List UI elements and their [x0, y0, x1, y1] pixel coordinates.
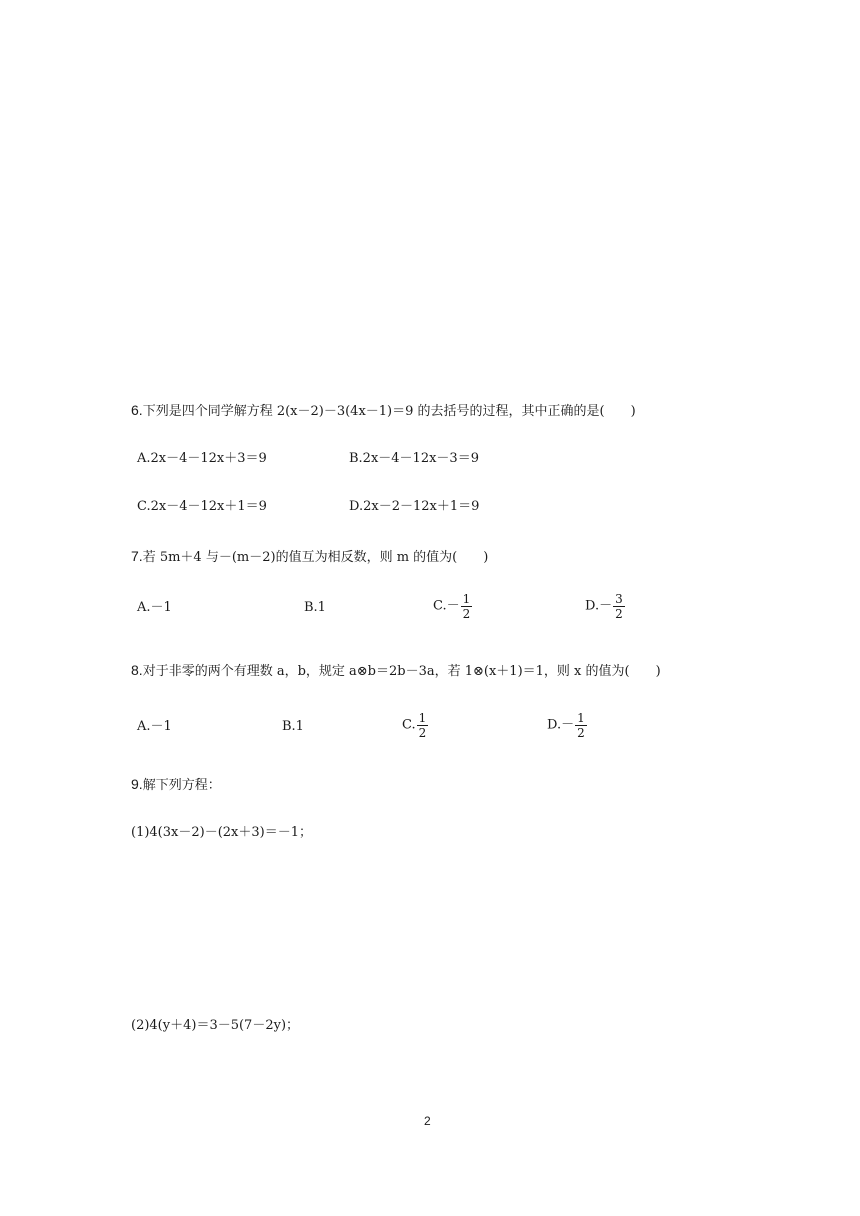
option-d-prefix: D.－ [585, 598, 613, 614]
question-8-option-b: B.1 [282, 719, 304, 734]
question-9 [131, 776, 221, 794]
question-6-option-b: B.2x－4－12x－3＝9 [349, 451, 479, 466]
fraction-denominator: 2 [462, 607, 471, 621]
fraction-numerator: 3 [615, 592, 623, 606]
question-6-option-c: C.2x－4－12x＋1＝9 [137, 499, 267, 514]
fraction-numerator: 1 [577, 711, 585, 725]
question-8-option-a: A.－1 [137, 719, 172, 734]
fraction-denominator: 2 [418, 726, 427, 740]
question-7-number: 7. [131, 548, 143, 564]
question-8-number: 8. [131, 662, 143, 678]
question-7-text: 若 5m＋4 与－(m－2)的值互为相反数，则 m 的值为( ) [142, 550, 489, 565]
option-d-prefix: D.－ [547, 717, 575, 733]
fraction [417, 711, 429, 740]
question-8-option-c [402, 711, 428, 740]
question-6-option-a: A.2x－4－12x＋3＝9 [137, 451, 267, 466]
fraction-numerator: 1 [418, 711, 427, 725]
question-7-option-a: A.－1 [137, 600, 172, 615]
question-9-part-2: (2)4(y＋4)＝3－5(7－2y)； [131, 1018, 300, 1033]
question-6 [131, 402, 636, 420]
question-9-text: 解下列方程： [142, 778, 221, 793]
fraction-denominator: 2 [615, 607, 623, 621]
question-9-number: 9. [131, 776, 143, 792]
question-7-option-b: B.1 [304, 600, 326, 615]
question-6-option-d: D.2x－2－12x＋1＝9 [349, 499, 480, 514]
question-8-text: 对于非零的两个有理数 a，b，规定 a⊗b＝2b－3a，若 1⊗(x＋1)＝1，则 x 的值为( ) [142, 664, 661, 679]
question-7-option-c [433, 592, 472, 621]
option-c-prefix: C. [402, 717, 416, 733]
page-number: 2 [424, 1114, 431, 1128]
fraction [575, 711, 587, 740]
fraction [461, 592, 473, 621]
question-8-option-d [547, 711, 587, 740]
question-9-part-1: (1)4(3x－2)－(2x＋3)＝－1； [131, 825, 312, 840]
option-c-prefix: C.－ [433, 598, 460, 614]
question-8 [131, 662, 661, 680]
fraction-denominator: 2 [577, 726, 585, 740]
question-6-number: 6. [131, 402, 143, 418]
question-6-text: 下列是四个同学解方程 2(x－2)－3(4x－1)＝9 的去括号的过程，其中正确的是( ) [142, 404, 636, 419]
fraction-numerator: 1 [462, 592, 471, 606]
fraction [613, 592, 625, 621]
question-7-option-d [585, 592, 625, 621]
question-7 [131, 548, 488, 566]
